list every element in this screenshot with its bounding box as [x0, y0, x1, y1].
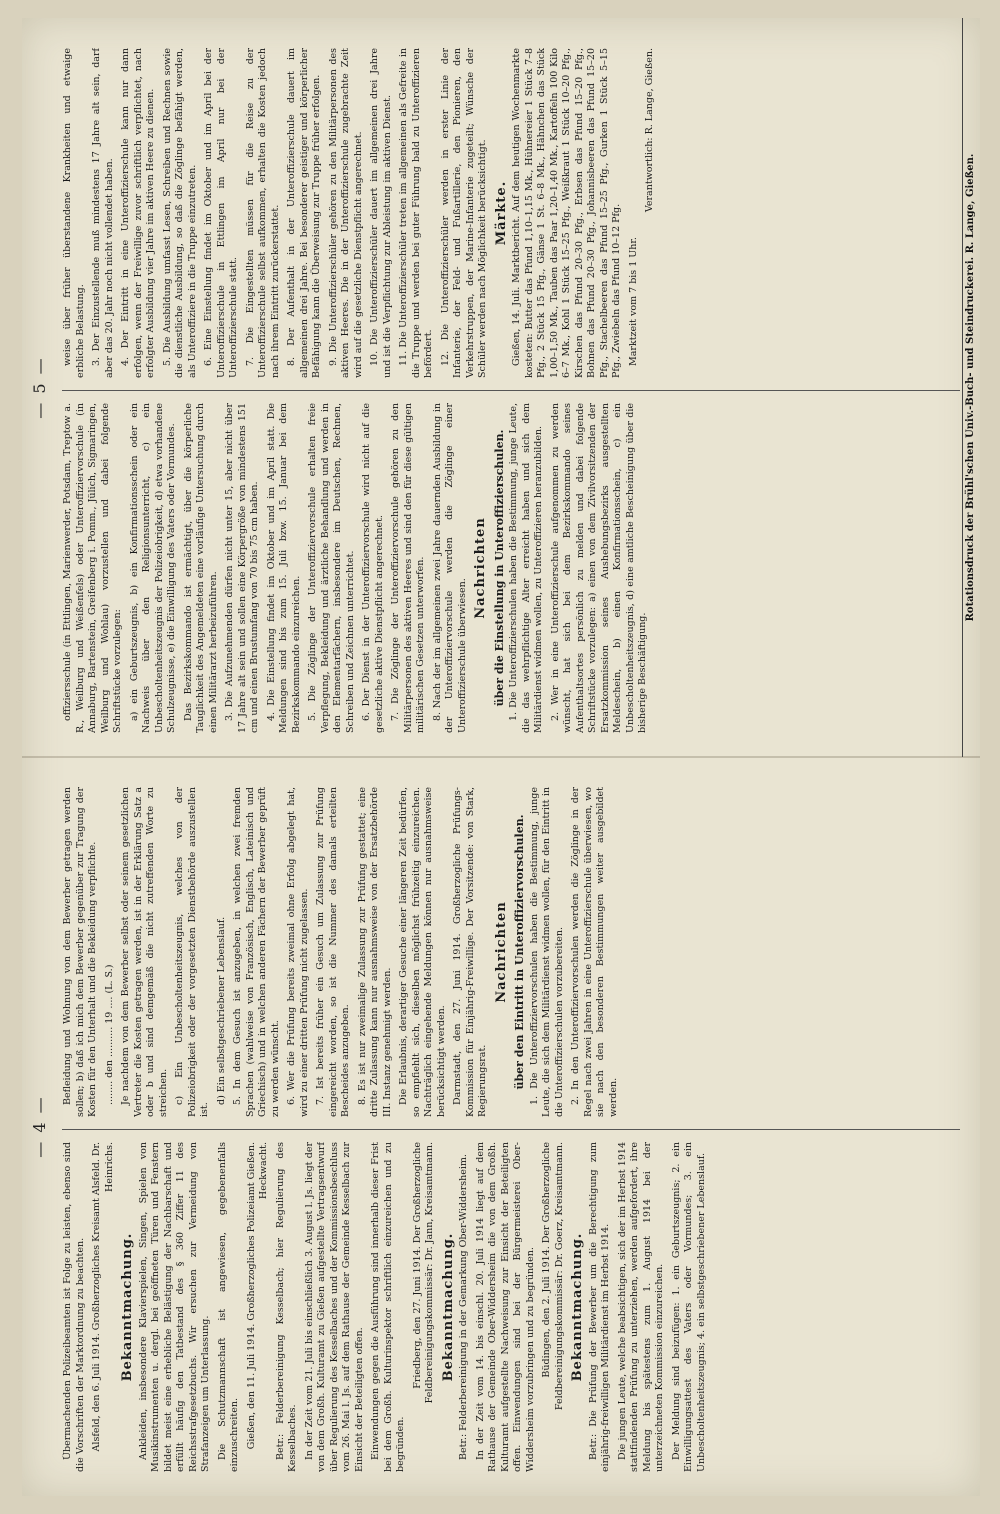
signature-line: Büdingen, den 2. Juli 1914. Der Großherzogliche Feldbereinigungskommissär: Dr. Goerz, Kreisamtmann.: [541, 1142, 565, 1411]
paragraph: 1. Die Unteroffiziervorschulen haben die Bestimmung, junge Leute, die sich dem Militärdienst widmen wollen, für den Eintritt in die Unteroffizierschulen vorzubereiten.: [528, 787, 565, 1117]
paragraph: 6. Eine Einstellung findet im Oktober und im April bei der Unteroffizierschule in Ettlingen im April nur bei der Unteroffizierschule statt.: [203, 48, 239, 378]
signature-line: Verantwortlich: R. Lange, Gießen.: [644, 48, 655, 213]
paragraph: In der Zeit vom 21. Juli bis einschließlich 3. August l. Js. liegt der von dem Großh. Kulturamt zu Gießen aufgestellte Vertragsentwurf über Regulierung des Kesselbaches und der Kommissionsbeschluss vom 26. Mai l. Js. auf dem Rathause der Gemeinde Kesselbach zur Einsicht der Beteiligten offen.: [303, 1142, 365, 1472]
paragraph: Je nachdem von dem Bewerber selbst oder seinem gesetzlichen Vertreter die Kosten getragen werden, ist in der Erklärung Satz a oder b und sind demgemäß die nicht zutreffenden Worte zu streichen.: [120, 787, 169, 1117]
paragraph: Übermachenden Polizeibeamten ist Folge zu leisten, ebenso sind die Vorschriften der Marktordnung zu beachten.: [62, 1142, 86, 1472]
signature-line: Friedberg, den 27. Juni 1914. Der Großherzogliche Feldbereinigungskommissär: Dr. Jann, Kreisamtmann.: [411, 1142, 435, 1404]
column-rule: [62, 390, 960, 391]
newspaper-page: [22, 18, 980, 1496]
paragraph: Betr.: Felderbereinigung in der Gemarkung Ober-Widdersheim.: [458, 1154, 469, 1460]
paragraph: Betr.: Die Prüfung der Bewerber um die Berechtigung zum einjährig-freiwilligen Militärdienst im Herbst 1914.: [587, 1142, 611, 1472]
paragraph: 11. Die Unteroffizierschüler treten im allgemeinen als Gefreite in die Truppe und werden bei guter Führung bald zu Unteroffizieren befördert.: [398, 48, 434, 378]
paragraph: ........ den .......... 19 .... (L. S.): [103, 964, 115, 1105]
paragraph: 3. Die Aufzunehmenden dürfen nicht unter 15, aber nicht über 17 Jahre alt sein und sollen eine Körpergröße von mindestens 151 cm und einen Brustumfang von 70 bis 75 cm haben.: [224, 403, 260, 733]
signature-line: Gießen, den 11. Juli 1914. Großherzogliches Polizeiamt Gießen. Heckwacht.: [245, 1142, 269, 1450]
left-column-1: [62, 1142, 960, 1472]
paragraph: Das Bezirkskommando ist ermächtigt, über die körperliche Tauglichkeit des Angemeldeten eine vorläufige Untersuchung durch einen Militärarzt herbeizuführen.: [182, 403, 219, 733]
paragraph: 6. Wer die Prüfung bereits zweimal ohne Erfolg abgelegt hat, wird zu einer dritten Prüfung nicht zugelassen.: [286, 787, 310, 1117]
section-heading: Märkte.: [493, 180, 509, 246]
paragraph: Einwendungen gegen die Ausführung sind innerhalb dieser Frist bei dem Großh. Kulturinspektor schriftlich einzureichen und zu begründen.: [370, 1142, 406, 1472]
section-heading: Bekanntmachung.: [440, 1232, 456, 1382]
paragraph: 7. Ist bereits früher ein Gesuch um Zulassung zur Prüfung eingereicht worden, so ist die Nummer des damals erteilten Bescheides anzugeben.: [315, 787, 351, 1117]
paragraph: c) Ein Unbescholtenheitszeugnis, welches von der Polizeiobrigkeit oder der vorgesetzten Dienstbehörde auszustellen ist.: [174, 787, 210, 1117]
section-heading: Nachrichten: [473, 517, 488, 619]
paragraph: d) Ein selbstgeschriebener Lebenslauf.: [215, 916, 227, 1105]
paragraph: 8. Der Aufenthalt in der Unteroffizierschule dauert im allgemeinen drei Jahre. Bei besonderer geistiger und körperlicher Befähigung kann die Überweisung zur Truppe früher erfolgen.: [286, 48, 322, 378]
section-heading: über die Einstellung in Unteroffizierschulen.: [492, 429, 506, 707]
paragraph: weise über früher überstandene Krankheiten und etwaige erbliche Belastung.: [62, 48, 86, 378]
paragraph: Betr.: Felderbereinigung Kesselbach; hier Regulierung des Kesselbaches.: [274, 1142, 298, 1472]
left-column-2: [62, 787, 960, 1117]
section-heading: Bekanntmachung.: [120, 1232, 135, 1382]
paragraph: Die Erlaubnis, derartiger Gesuche einer längeren Zeit bedürfen, so empfiehlt sich, dieselben möglichst frühzeitig einzureichen. Nachträglich eingehende Meldungen können nur ausnahmsweise berücksichtigt werden.: [398, 787, 447, 1117]
paragraph: Die Schutzmannschaft ist angewiesen, gegebenenfalls einzuschreiten.: [216, 1142, 240, 1472]
section-heading: Bekanntmachung.: [570, 1232, 585, 1382]
paragraph: 7. Die Zöglinge der Unteroffiziervorschule gehören zu den Militärpersonen des aktiven Heeres und sind den für diese gültigen militärischen Gesetzen unterworfen.: [390, 403, 426, 733]
paragraph: a) ein Geburtszeugnis, b) ein Konfirmationsschein oder ein Nachweis über den Religionsunterricht, c) ein Unbescholtenheitszeugnis der Polizeiobrigkeit, d) etwa vorhandene Schulzeugnisse, e) die Einwilligung des Vaters oder Vormundes.: [128, 403, 177, 733]
paragraph: In der Zeit vom 14. bis einschl. 20. Juli 1914 liegt auf dem Rathause der Gemeinde Ober-Widdersheim die von dem Großh. Kulturamt aufgestellte Nachweisung zur Einsicht der Beteiligten offen. Einwendungen sind bei der Bürgermeisterei Ober-Widdersheim vorzubringen und zu begründen.: [474, 1142, 536, 1472]
paragraph: 2. In den Unteroffiziervorschulen werden die Zöglinge in der Regel nach zwei Jahren in eine Unteroffizierschule überwiesen, wo sie nach den besonderen Bestimmungen weiter ausgebildet werden.: [570, 787, 619, 1117]
paragraph: 12. Die Unteroffizierschüler werden in erster Linie der Infanterie, der Feld- und Fußartillerie, den Pionieren, den Verkehrstruppen, der Marine-Infanterie zugeteilt; Wünsche der Schüler werden nach Möglichkeit berücksichtigt.: [439, 48, 488, 378]
paragraph: Gießen, 14. Juli. Marktbericht. Auf dem heutigen Wochenmarkte kosteten: Butter das Pfund 1,10–1,15 Mk., Hühnereier 1 Stück 7–8 Pfg., 2 Stück 15 Pfg., Gänse 1 St. 6–8 Mk., Hähnchen das Stück 1,00–1,50 Mk., Tauben das Paar 1,20–1,40 Mk., Kartoffeln 100 Kilo 6–7 Mk., Kohl 1 Stück 15–25 Pfg., Weißkraut 1 Stück 10–20 Pfg., Kirschen das Pfund 20–30 Pfg., Erbsen das Pfund 15–20 Pfg., Bohnen das Pfund 20–30 Pfg., Johannisbeeren das Pfund 15–20 Pfg., Stachelbeeren das Pfund 15–25 Pfg., Gurken 1 Stück 5–15 Pfg., Zwiebeln das Pfund 10–12 Pfg.: [511, 48, 622, 378]
page-number-right: — 5 —: [30, 356, 49, 419]
paragraph: 8. Nach der im allgemeinen zwei Jahre dauernden Ausbildung in der Unteroffiziervorschule werden die Zöglinge einer Unteroffizierschule überwiesen.: [431, 403, 468, 733]
column-rule: [62, 1129, 960, 1130]
paragraph: Die jungen Leute, welche beabsichtigen, sich der im Herbst 1914 stattfindenden Prüfung zu unterziehen, werden aufgefordert, ihre Meldung bis spätestens zum 1. August 1914 bei der unterzeichneten Kommission einzureichen.: [616, 1142, 665, 1472]
signature-line: Alsfeld, den 6. Juli 1914. Großherzogliches Kreisamt Alsfeld. Dr. Heinrichs.: [91, 1142, 115, 1452]
paragraph: 6. Der Dienst in der Unteroffiziervorschule wird nicht auf die gesetzliche aktive Dienstpflicht angerechnet.: [361, 403, 385, 733]
paragraph: 5. Die Zöglinge der Unteroffiziervorschule erhalten freie Verpflegung, Bekleidung und ärztliche Behandlung und werden in den Elementarfächern, insbesondere im Deutschen, Rechnen, Schreiben und Zeichnen unterrichtet.: [307, 403, 356, 733]
right-page: [22, 18, 980, 757]
paragraph: 10. Die Unteroffizierschüler dauert im allgemeinen drei Jahre und ist die Verpflichtung zur Ableistung im aktiven Dienst.: [369, 48, 393, 378]
paragraph: 9. Die Unteroffizierschüler gehören zu den Militärpersonen des aktiven Heeres. Die in der Unteroffizierschule zugebrachte Zeit wird auf die gesetzliche Dienstpflicht angerechnet.: [327, 48, 364, 378]
paragraph: 3. Der Einzustellende muß mindestens 17 Jahre alt sein, darf aber das 20. Jahr noch nicht vollendet haben.: [91, 48, 115, 378]
paragraph: 1. Die Unteroffizierschulen haben die Bestimmung, junge Leute, die das wehrpflichtige Alter erreicht haben und sich dem Militärdienst widmen wollen, zu Unteroffizieren heranzubilden.: [508, 403, 544, 733]
paragraph: Marktzeit vom 7 bis 1 Uhr.: [627, 237, 639, 366]
section-heading: über den Eintritt in Unteroffiziervorschulen.: [513, 814, 526, 1090]
paragraph: 5. Die Ausbildung umfasst Lesen, Schreiben und Rechnen sowie die dienstliche Ausbildung, so daß die Zöglinge befähigt werden, als Unteroffiziere in die Truppe einzutreten.: [161, 48, 198, 378]
paragraph: 4. Die Einstellung findet im Oktober und im April statt. Die Meldungen sind bis zum 15. Juli bzw. 15. Januar bei dem Bezirkskommando einzureichen.: [265, 403, 302, 733]
printer-imprint: Rotationsdruck der Brühl'schen Univ.-Buch- und Steindruckerei. R. Lange, Gießen.: [962, 18, 976, 757]
paragraph: Darmstadt, den 27. Juni 1914. Großherzogliche Prüfungs-Kommission für Einjährig-Freiwillige. Der Vorsitzende: von Stark, Regierungsrat.: [452, 787, 488, 1117]
paragraph: 5. In dem Gesuch ist anzugeben, in welchen zwei fremden Sprachen (wahlweise von Französisch, Englisch, Lateinisch und Griechisch) und in welchen anderen Fächern der Bewerber geprüft zu werden wünscht.: [232, 787, 281, 1117]
paragraph: 2. Wer in eine Unteroffizierschule aufgenommen zu werden wünscht, hat sich bei dem Bezirkskommando seines Aufenthaltsortes persönlich zu melden und dabei folgende Schriftstücke vorzulegen: a) einen von dem Zivilvorsitzenden der Ersatzkommission seines Aushebungsbezirks ausgestellten Meldeschein, b) einen Konfirmationsschein, c) ein Unbescholtenheitszeugnis, d) eine amtliche Bescheinigung über die bisherige Beschäftigung.: [549, 403, 648, 733]
paragraph: Der Meldung sind beizufügen: 1. ein Geburtszeugnis; 2. ein Einwilligungsattest des Vaters oder Vormundes; 3. ein Unbescholtenheitszeugnis; 4. ein selbstgeschriebener Lebenslauf.: [670, 1142, 707, 1472]
paragraph: 7. Die Eingestellten müssen für die Reise zu der Unteroffizierschule selbst aufkommen, erhalten die Kosten jedoch nach ihrem Eintritt zurückerstattet.: [244, 48, 281, 378]
right-column-1: [62, 403, 960, 733]
page-number-left: — 4 —: [30, 1095, 49, 1158]
rotated-spread: [22, 18, 980, 1496]
paragraph: Ankleiden, insbesondere Klavierspielen, Singen, Spielen von Musikinstrumenten u. dergl. bei geöffneten Türen und Fenstern bildet meist eine erhebliche Belästigung der Nachbarschaft und erfüllt häufig den Tatbestand des § 360 Ziffer 11 des Reichsstrafgesetzbuchs. Wir ersuchen zur Vermeidung von Strafanzeigen um Unterlassung.: [137, 1142, 211, 1472]
paragraph: offiziersschule (in Ettlingen, Marienwerder, Potsdam, Treptow a. R., Weilburg und Weißenfels) oder Unteroffiziervorschule (in Annaburg, Bartenstein, Greifenberg i. Pomm., Jülich, Sigmaringen, Weilburg und Wohlau) vorzustellen und dabei folgende Schriftstücke vorzulegen:: [62, 403, 123, 733]
paragraph: Befleidung und Wohnung von dem Bewerber getragen werden sollen; b) daß ich mich dem Bewerber gegenüber zur Tragung der Kosten für den Unterhalt und die Bekleidung verpflichte.: [62, 787, 98, 1117]
left-page: [22, 757, 980, 1496]
paragraph: 4. Der Eintritt in eine Unteroffizierschule kann nur dann erfolgen, wenn der Freiwillige zuvor schriftlich verpflichtet, nach erfolgter Ausbildung vier Jahre im aktiven Heere zu dienen.: [120, 48, 156, 378]
paragraph: 8. Es ist nur zweimalige Zulassung zur Prüfung gestattet; eine dritte Zulassung kann nur ausnahmsweise von der Ersatzbehörde III. Instanz genehmigt werden.: [356, 787, 393, 1117]
right-column-2: [62, 48, 960, 378]
section-heading: Nachrichten: [493, 901, 509, 1003]
